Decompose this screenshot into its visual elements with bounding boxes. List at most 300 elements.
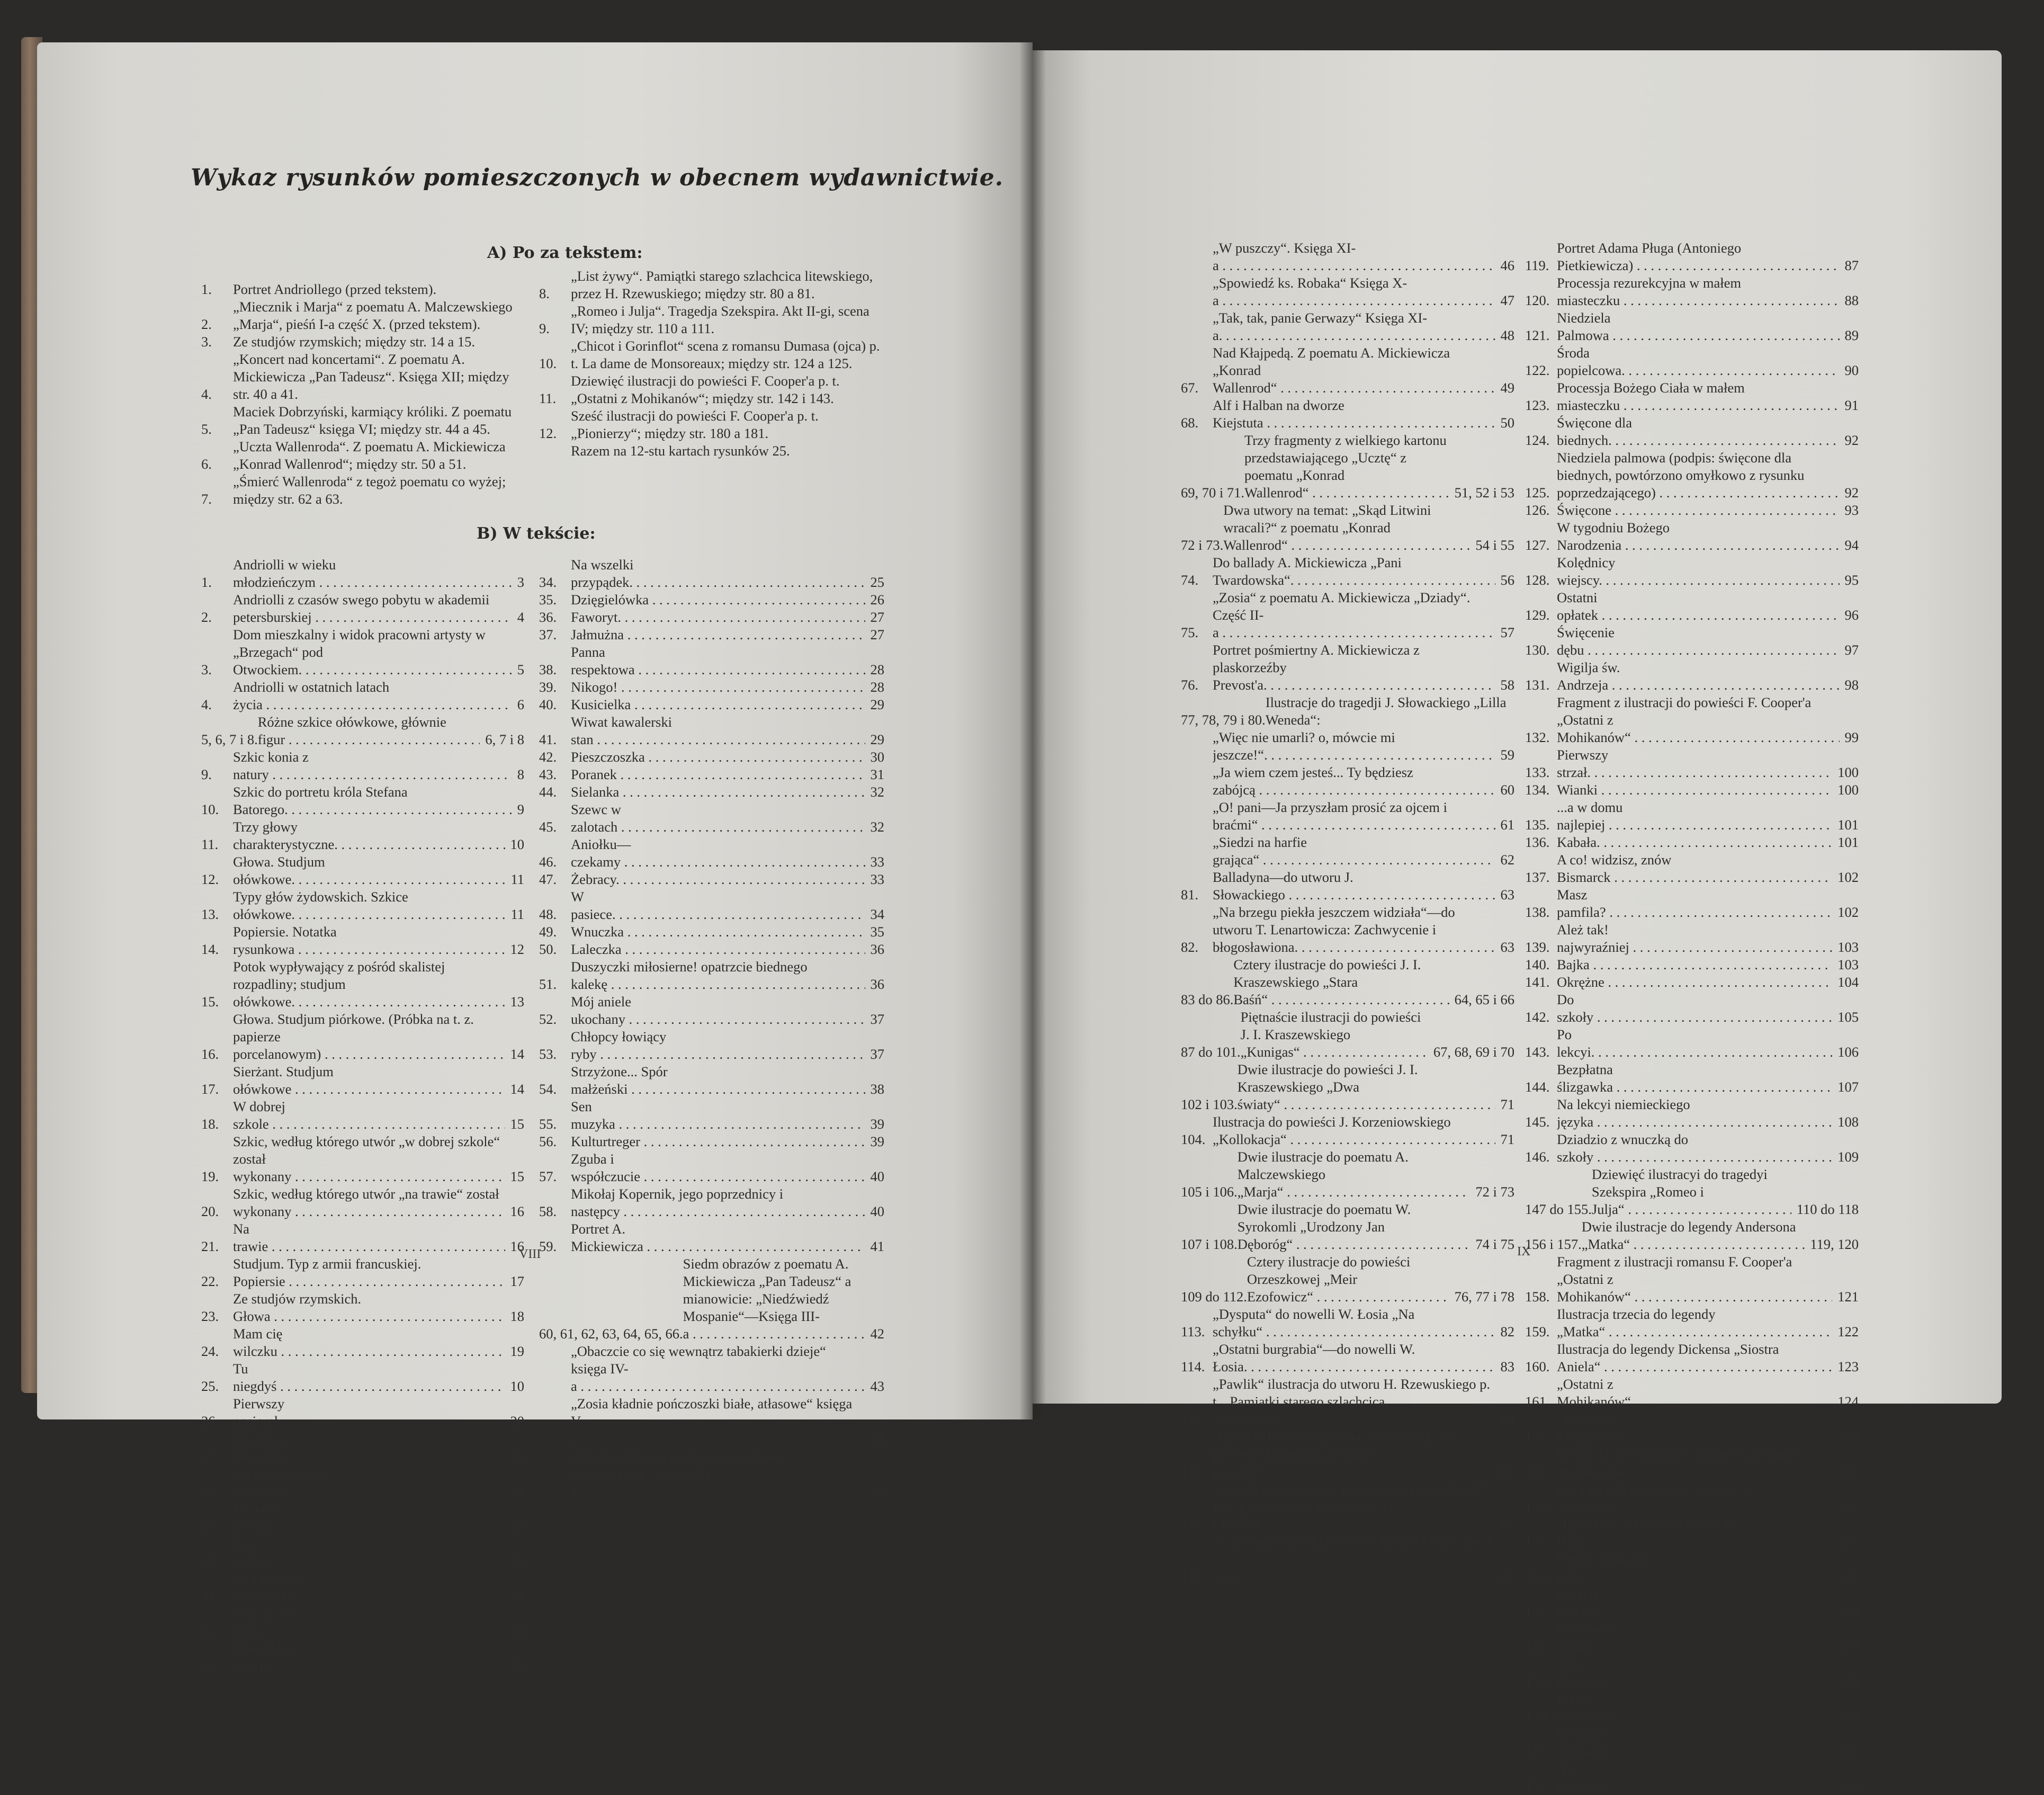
list-item bbox=[1525, 921, 1859, 956]
item-number: 142. bbox=[1525, 1009, 1550, 1025]
item-page: 58 bbox=[1500, 677, 1514, 693]
list-item bbox=[201, 1255, 524, 1290]
item-title: Ilustracja do powieści F. Cooper'a „Pionierzy“ . . . bbox=[1557, 1480, 1832, 1515]
list-item bbox=[1181, 1008, 1514, 1061]
list-item bbox=[1181, 344, 1514, 397]
item-title: Niedziela Palmowa . . . bbox=[1557, 309, 1840, 344]
item-number: 143. bbox=[1525, 1044, 1550, 1060]
item-page: 74 i 75 bbox=[1475, 1236, 1514, 1252]
item-page: 10 bbox=[510, 836, 524, 852]
item-page: 128 bbox=[1837, 1638, 1859, 1654]
item-number: 16. bbox=[201, 1046, 219, 1062]
item-title: Processja Bożego Ciała w małem miasteczku . . . bbox=[1557, 379, 1840, 414]
item-number: 15. bbox=[201, 994, 219, 1010]
list-item bbox=[539, 1150, 884, 1185]
list-item bbox=[1525, 1445, 1859, 1480]
item-number: 6. bbox=[201, 456, 212, 472]
item-page: 34 bbox=[870, 906, 884, 922]
item-page: 26 bbox=[870, 592, 884, 608]
list-item bbox=[1525, 1480, 1859, 1515]
item-number: 163. bbox=[1525, 1463, 1550, 1479]
item-title: „Ksiądz Ławrynowicz piszący swój raptularzyk“. Do „pamiętników kwestarza“ Ig. Chodźki . . . bbox=[1213, 1480, 1495, 1533]
item-number: 146. bbox=[1525, 1149, 1550, 1165]
item-title: Potok wypływający z pośród skalistej rozpadliny; studjum ołówkowe. . . . bbox=[233, 958, 505, 1011]
item-page: 87 bbox=[1844, 257, 1859, 273]
list-item bbox=[201, 818, 524, 853]
item-title: Dziewięć ilustracyi do tragedyi Szekspira „Romeo i Julja“ . . . bbox=[1592, 1166, 1791, 1218]
item-page: 60 bbox=[1500, 782, 1514, 798]
item-title: Dzięgielówka . . . bbox=[571, 591, 865, 609]
item-title: Mój kolega z miasteczka . . . bbox=[233, 1570, 505, 1605]
list-item bbox=[1181, 799, 1514, 834]
item-page: 37 bbox=[870, 1011, 884, 1027]
item-title: Pierwszy strzał. . . . bbox=[1557, 746, 1832, 781]
item-page: 89 bbox=[1844, 327, 1859, 343]
list-item bbox=[539, 267, 884, 302]
item-page: 85 bbox=[1500, 1463, 1514, 1479]
item-title: Do ballady A. Mickiewicza „Pani Twardowska“. . . . bbox=[1213, 554, 1495, 589]
section-b-column-1 bbox=[201, 556, 524, 1675]
list-item bbox=[1525, 589, 1859, 624]
item-number: 40. bbox=[539, 696, 557, 712]
item-page: 104 bbox=[1837, 974, 1859, 990]
item-page: 47 bbox=[1500, 292, 1514, 308]
list-item bbox=[539, 801, 884, 836]
list-item bbox=[539, 1028, 884, 1063]
item-title: Balladyna—do utworu J. Słowackiego . . . bbox=[1213, 869, 1495, 904]
item-title: Wnuczka . . . bbox=[571, 923, 865, 941]
list-item bbox=[1181, 1201, 1514, 1253]
section-a-column-2 bbox=[539, 267, 884, 460]
item-title: Popiersie. Notatka rysunkowa . . . bbox=[233, 923, 505, 958]
item-page: 94 bbox=[1844, 537, 1859, 553]
list-item bbox=[539, 644, 884, 678]
item-number: 167. bbox=[1525, 1603, 1550, 1619]
item-title: „Koncert nad koncertami“. Z poematu A. Mickiewicza „Pan Tadeusz“. Księga XII; między str. 40 a 41. bbox=[233, 351, 509, 402]
item-page: 27 bbox=[870, 609, 884, 625]
item-title: „Więc nie umarli? o, mówcie mi jeszcze!“. . . . bbox=[1213, 729, 1495, 764]
list-item bbox=[201, 1395, 524, 1430]
item-title: Wiwat kawalerski stan . . . bbox=[571, 713, 865, 748]
list-item bbox=[201, 1220, 524, 1255]
list-item bbox=[539, 783, 884, 801]
list-item bbox=[1181, 432, 1514, 502]
item-title: Mikołaj Kopernik, jego poprzednicy i następcy . . . bbox=[571, 1185, 865, 1220]
list-item bbox=[539, 337, 884, 372]
item-title: Poranek . . . bbox=[571, 766, 865, 783]
list-item bbox=[201, 853, 524, 888]
item-title: Zguba i współczucie . . . bbox=[571, 1150, 865, 1185]
item-title: Szkic konia z natury . . . bbox=[233, 748, 512, 783]
item-title: Szkic do portretu króla Stefana Batorego. . . . bbox=[233, 783, 512, 818]
item-number: 133. bbox=[1525, 764, 1550, 780]
item-number: 147 do 155. bbox=[1525, 1201, 1592, 1217]
list-item bbox=[1181, 1376, 1514, 1428]
list-item bbox=[201, 1430, 524, 1465]
item-number: 22. bbox=[201, 1273, 219, 1289]
item-number: 56. bbox=[539, 1133, 557, 1149]
item-title: Masz pamfila? . . . bbox=[1557, 886, 1832, 921]
item-number: 26. bbox=[201, 1413, 219, 1429]
list-item bbox=[201, 783, 524, 818]
item-title: Ciężkie brzemię . . . bbox=[1557, 1585, 1832, 1620]
item-number: 5, 6, 7 i 8. bbox=[201, 731, 258, 747]
item-page: 3 bbox=[517, 574, 524, 590]
item-page: 37 bbox=[870, 1046, 884, 1062]
item-number: 33. bbox=[201, 1658, 219, 1674]
item-title: „Spowiedź ks. Robaka“ Księga X-a . . . bbox=[1213, 274, 1495, 309]
item-page: 130 bbox=[1837, 1743, 1859, 1759]
item-number: 19. bbox=[201, 1168, 219, 1184]
item-title: Dziewięć ilustracji do powieści F. Cooper'a p. t. „Ostatni z Mohikanów“; między str. 142 i 143. bbox=[571, 373, 840, 406]
list-item bbox=[539, 1220, 884, 1255]
list-item bbox=[1181, 502, 1514, 554]
item-title: Głowa. Studjum piórkowe. (Próbka na t. z. papierze porcelanowym) . . . bbox=[233, 1011, 505, 1063]
item-title: ...a w domu najlepiej . . . bbox=[1557, 799, 1832, 834]
item-page: 98 bbox=[1844, 677, 1859, 693]
item-title: „Zosia“ z poematu A. Mickiewicza „Dziady“. Część II-a . . . bbox=[1213, 589, 1495, 641]
list-item bbox=[1525, 502, 1859, 519]
list-item bbox=[539, 1395, 884, 1448]
item-page: 22 bbox=[510, 1518, 524, 1534]
item-page: 88 bbox=[1844, 292, 1859, 308]
item-page: 92 bbox=[1844, 432, 1859, 448]
list-item bbox=[539, 713, 884, 748]
list-item bbox=[1525, 851, 1859, 886]
item-page: 16 bbox=[510, 1203, 524, 1219]
section-a-heading: A) Po za tekstem: bbox=[487, 244, 643, 262]
item-title: Środa popielcowa. . . . bbox=[1557, 344, 1840, 379]
item-number: 3. bbox=[201, 334, 212, 350]
item-page: 50 bbox=[1500, 415, 1514, 431]
item-number: 44. bbox=[539, 784, 557, 800]
list-item bbox=[1181, 904, 1514, 956]
list-item bbox=[201, 923, 524, 958]
item-number: 42. bbox=[539, 749, 557, 765]
item-title: Bezpłatna ślizgawka . . . bbox=[1557, 1061, 1832, 1096]
item-title: Ze studjów rzymskich. Głowa . . . bbox=[233, 1290, 505, 1325]
item-page: 56 bbox=[1500, 572, 1514, 588]
list-item bbox=[201, 1465, 524, 1500]
item-title: Jeszcze się ludzi. . . . bbox=[233, 1605, 505, 1640]
list-item bbox=[201, 1011, 524, 1063]
item-page: 11 bbox=[510, 906, 524, 922]
list-item bbox=[1525, 1341, 1859, 1376]
item-page: 4 bbox=[517, 609, 524, 625]
list-item bbox=[1525, 449, 1859, 502]
item-title: Stragan z łakociami . . . bbox=[233, 1430, 505, 1465]
item-page: 101 bbox=[1837, 817, 1859, 833]
item-number: 35. bbox=[539, 592, 557, 608]
list-item bbox=[1181, 397, 1514, 432]
item-title: Szewc w zalotach . . . bbox=[571, 801, 865, 836]
item-title: Studjum. Typ z armii francuskiej. Popiersie . . . bbox=[233, 1255, 505, 1290]
list-item bbox=[1525, 239, 1859, 274]
item-title: Święcenie dębu . . . bbox=[1557, 624, 1840, 659]
list-item bbox=[1525, 1760, 1859, 1795]
item-title: Nad Kłajpedą. Z poematu A. Mickiewicza „Konrad Wallenrod“ . . . bbox=[1213, 344, 1495, 397]
list-item bbox=[1525, 1218, 1859, 1253]
item-title: A co! widzisz, znów Bismarck . . . bbox=[1557, 851, 1832, 886]
item-title: Szkic, według którego utwór „w dobrej szkole“ został wykonany . . . bbox=[233, 1133, 505, 1185]
item-title: Ostatni opłatek . . . bbox=[1557, 589, 1840, 624]
item-title: Razem na 12-stu kartach rysunków 25. bbox=[571, 443, 790, 459]
list-item bbox=[201, 1185, 524, 1220]
list-item bbox=[1181, 1148, 1514, 1201]
item-title: Jałmużna . . . bbox=[571, 626, 865, 644]
item-title: Po lekcyi. . . . bbox=[1557, 1026, 1832, 1061]
item-title: Na cmętarzu . . . bbox=[1557, 1760, 1832, 1795]
item-title: Kulturtreger . . . bbox=[571, 1133, 865, 1150]
list-item bbox=[201, 1535, 524, 1570]
list-item bbox=[201, 403, 519, 438]
item-number: 137. bbox=[1525, 869, 1550, 885]
item-title: Aniołku—czekamy . . . bbox=[571, 836, 865, 871]
item-title: Sierżant. Studjum ołówkowe . . . bbox=[233, 1063, 505, 1098]
item-number: 159. bbox=[1525, 1324, 1550, 1339]
item-number: 3. bbox=[201, 662, 212, 677]
item-number: 1. bbox=[201, 574, 212, 590]
item-number: 28. bbox=[201, 1483, 219, 1499]
item-title: „Chicot i Gorinflot“ scena z romansu Dumasa (ojca) p. t. La dame de Monsoreaux; między str. 124 a 125. bbox=[571, 338, 880, 371]
item-title: Dwie ilustracje do poematu W. Syrokomli „Urodzony Jan Dęboróg“ . . . bbox=[1238, 1201, 1471, 1253]
list-item bbox=[1181, 641, 1514, 694]
item-title: Ilustracja trzecia do legendy „Matka“ . . . bbox=[1557, 1306, 1832, 1341]
list-item bbox=[1525, 1620, 1859, 1655]
list-item bbox=[201, 888, 524, 923]
list-item bbox=[1181, 1480, 1514, 1533]
list-item bbox=[201, 473, 519, 508]
item-title: „Miecznik i Marja“ z poematu A. Malczewskiego „Marja“, pieśń I-a część X. (przed tekstem). bbox=[233, 299, 513, 332]
item-page: 126 bbox=[1837, 1463, 1859, 1479]
item-page: 127 bbox=[1837, 1568, 1859, 1584]
item-number: 160. bbox=[1525, 1359, 1550, 1374]
item-page: 124 bbox=[1837, 1394, 1859, 1409]
list-item bbox=[1181, 764, 1514, 799]
item-number: 25. bbox=[201, 1378, 219, 1394]
item-page: 126 bbox=[1837, 1498, 1859, 1514]
item-title: Portret Andriollego (przed tekstem). bbox=[233, 281, 437, 297]
list-item bbox=[539, 1133, 884, 1150]
item-number: 122. bbox=[1525, 362, 1550, 378]
item-number: 27. bbox=[201, 1448, 219, 1464]
list-item bbox=[539, 1063, 884, 1098]
page-number-left: VIII bbox=[519, 1247, 541, 1261]
item-title: Faworyt. . . . bbox=[571, 609, 865, 626]
item-page: 96 bbox=[1844, 607, 1859, 623]
list-item bbox=[1525, 974, 1859, 991]
item-page: 20 bbox=[510, 1413, 524, 1429]
item-title: Dwie ilustracje do powieści J. I. Kraszewskiego „Dwa światy“ . . . bbox=[1238, 1061, 1495, 1113]
item-title: Żebracy. . . . bbox=[571, 871, 865, 888]
item-number: 13. bbox=[201, 906, 219, 922]
item-page: 27 bbox=[870, 627, 884, 642]
item-number: 161. bbox=[1525, 1394, 1550, 1409]
item-title: W dobrej szkole . . . bbox=[233, 1098, 505, 1133]
item-title: „Romeo i Julja“. Tragedja Szekspira. Akt II-gi, scena IV; między str. 110 a 111. bbox=[571, 303, 869, 336]
item-page: 28 bbox=[870, 662, 884, 677]
item-page: 51, 52 i 53 bbox=[1454, 485, 1514, 501]
list-item bbox=[1525, 1655, 1859, 1690]
list-item bbox=[1181, 554, 1514, 589]
item-title: „Opowiadanie pielgrzyma“.—Ilustracja do powieści Deotymy „Branki w jassyrze“ . . . bbox=[1213, 1428, 1495, 1480]
item-number: 53. bbox=[539, 1046, 557, 1062]
item-page: 59 bbox=[1500, 747, 1514, 763]
item-number: 54. bbox=[539, 1081, 557, 1097]
item-title: Pierwszy paciorek . . . bbox=[233, 1395, 505, 1430]
list-item bbox=[1525, 1061, 1859, 1096]
list-item bbox=[1525, 886, 1859, 921]
item-number: 47. bbox=[539, 871, 557, 887]
item-title: „Dla głodnych“ . . . bbox=[1557, 1655, 1832, 1690]
item-number: 102 i 103. bbox=[1181, 1096, 1238, 1112]
item-number: 18. bbox=[201, 1116, 219, 1132]
list-item bbox=[201, 713, 524, 748]
list-item bbox=[1525, 414, 1859, 449]
item-title: „Uczta Wallenroda“. Z poematu A. Mickiewicza „Konrad Wallenrod“; między str. 50 a 51. bbox=[233, 439, 506, 472]
item-title: „Siedzi na harfie grająca“ . . . bbox=[1213, 834, 1495, 869]
item-number: 43. bbox=[539, 766, 557, 782]
item-number: 168. bbox=[1525, 1638, 1550, 1654]
item-number: 87 do 101. bbox=[1181, 1044, 1241, 1060]
list-item bbox=[1181, 956, 1514, 1008]
item-title: „Epos lwa“ z legend wieków W. Hugo. . . . bbox=[1557, 1515, 1832, 1550]
item-page: 125 bbox=[1837, 1428, 1859, 1444]
list-item bbox=[539, 766, 884, 783]
item-page: 62 bbox=[1500, 852, 1514, 868]
item-number: 169. bbox=[1525, 1673, 1550, 1689]
list-item bbox=[1525, 781, 1859, 799]
item-number: 55. bbox=[539, 1116, 557, 1132]
list-item bbox=[1181, 239, 1514, 274]
item-title: „Śmierć Wallenroda“ z tegoż poematu co wyżej; między str. 62 a 63. bbox=[233, 474, 506, 507]
item-page: 40 bbox=[870, 1203, 884, 1219]
item-title: „List żywy“. Pamiątki starego szlachcica litewskiego, przez H. Rzewuskiego; między str. 80 a 81. bbox=[571, 268, 873, 301]
item-page: 18 bbox=[510, 1308, 524, 1324]
list-item bbox=[201, 298, 519, 333]
list-item bbox=[1181, 694, 1514, 729]
page-number-right: IX bbox=[1517, 1245, 1531, 1258]
item-number: 7. bbox=[201, 491, 212, 507]
list-item bbox=[539, 609, 884, 626]
list-item bbox=[539, 836, 884, 871]
item-page: 19 bbox=[510, 1343, 524, 1359]
list-item bbox=[1525, 1690, 1859, 1725]
item-page: 102 bbox=[1837, 904, 1859, 920]
item-title: Od szyneczku do szyneczku . . . bbox=[233, 1465, 505, 1500]
item-page: 36 bbox=[870, 976, 884, 992]
item-title: Andriolli z czasów swego pobytu w akademii petersburskiej . . . bbox=[233, 591, 512, 626]
item-number: 68. bbox=[1181, 415, 1199, 431]
item-number: 115. bbox=[1181, 1411, 1205, 1427]
item-page: 67, 68, 69 i 70 bbox=[1433, 1044, 1514, 1060]
list-item bbox=[539, 696, 884, 713]
item-number: 135. bbox=[1525, 817, 1550, 833]
item-title: Chłodno i głodno . . . bbox=[1557, 1620, 1832, 1655]
item-page: 57 bbox=[1500, 624, 1514, 640]
item-page: 32 bbox=[870, 819, 884, 835]
item-page: 15 bbox=[510, 1116, 524, 1132]
item-number: 45. bbox=[539, 819, 557, 835]
item-title: Trzy fragmenty z wielkiego kartonu przedstawiającego „Ucztę“ z poematu „Konrad Wallenrod“ . . . bbox=[1244, 432, 1449, 502]
list-item bbox=[539, 302, 884, 337]
item-title: Sen muzyka . . . bbox=[571, 1098, 865, 1133]
item-number: 126. bbox=[1525, 502, 1550, 518]
list-item bbox=[201, 958, 524, 1011]
item-page: 14 bbox=[510, 1046, 524, 1062]
item-page: 29 bbox=[870, 731, 884, 747]
list-item bbox=[539, 888, 884, 923]
item-title: Dwie ilustracje do poematu A. Malczewskiego „Marja“ . . . bbox=[1238, 1148, 1471, 1201]
list-item bbox=[201, 1133, 524, 1185]
item-title: Andriolli w wieku młodzieńczym . . . bbox=[233, 556, 512, 591]
item-title: Bajka . . . bbox=[1557, 956, 1832, 974]
item-page: 6 bbox=[517, 696, 524, 712]
item-page: 8 bbox=[517, 766, 524, 782]
item-page: 45 bbox=[870, 1483, 884, 1499]
list-item bbox=[201, 1063, 524, 1098]
item-page: 16 bbox=[510, 1238, 524, 1254]
item-number: 120. bbox=[1525, 292, 1550, 308]
item-title: W pasiece. . . . bbox=[571, 888, 865, 923]
item-number: 138. bbox=[1525, 904, 1550, 920]
item-page: 12 bbox=[510, 941, 524, 957]
item-number: 48. bbox=[539, 906, 557, 922]
list-item bbox=[539, 871, 884, 888]
item-title: Święcone . . . bbox=[1557, 502, 1840, 519]
item-title: Dwie ilustracje do legendy Andersona „Matka“ . . . bbox=[1582, 1218, 1805, 1253]
item-title: Dom mieszkalny i widok pracowni artysty w „Brzegach“ pod Otwockiem. . . . bbox=[233, 626, 512, 678]
item-page: 39 bbox=[870, 1116, 884, 1132]
item-number: 31. bbox=[201, 1588, 219, 1604]
item-title: Sielanka . . . bbox=[571, 783, 865, 801]
list-item bbox=[1525, 1166, 1859, 1218]
item-page: 15 bbox=[510, 1168, 524, 1184]
item-page: 71 bbox=[1500, 1131, 1514, 1147]
item-title: Jak tam wesoło . . . bbox=[233, 1500, 505, 1535]
list-item bbox=[539, 941, 884, 958]
list-item bbox=[1181, 729, 1514, 764]
list-item bbox=[201, 556, 524, 591]
item-number: 158. bbox=[1525, 1289, 1550, 1305]
item-title: Panna respektowa . . . bbox=[571, 644, 865, 678]
list-item bbox=[539, 407, 884, 442]
item-number: 76. bbox=[1181, 677, 1199, 693]
list-item bbox=[1525, 991, 1859, 1026]
item-title: Wianki . . . bbox=[1557, 781, 1832, 799]
item-number: 109 do 112. bbox=[1181, 1289, 1247, 1305]
item-number: 69, 70 i 71. bbox=[1181, 485, 1244, 501]
item-number: 12. bbox=[539, 425, 557, 441]
item-page: 76, 77 i 78 bbox=[1454, 1289, 1514, 1305]
item-page: 43 bbox=[870, 1378, 884, 1394]
item-title: Kabała. . . . bbox=[1557, 834, 1832, 851]
item-number: 119. bbox=[1525, 257, 1549, 273]
item-number: 128. bbox=[1525, 572, 1550, 588]
item-title: Święcone dla biednych. . . . bbox=[1557, 414, 1840, 449]
list-item bbox=[539, 993, 884, 1028]
item-number: 67. bbox=[1181, 380, 1199, 396]
item-page: 49 bbox=[1500, 380, 1514, 396]
item-page: 33 bbox=[870, 854, 884, 870]
item-page: 91 bbox=[1844, 397, 1859, 413]
item-number: 10. bbox=[201, 801, 219, 817]
list-item bbox=[1525, 1026, 1859, 1061]
item-number: 107 i 108. bbox=[1181, 1236, 1238, 1252]
item-page: 44 bbox=[870, 1431, 884, 1446]
list-item bbox=[1525, 956, 1859, 974]
item-page: 33 bbox=[870, 871, 884, 887]
